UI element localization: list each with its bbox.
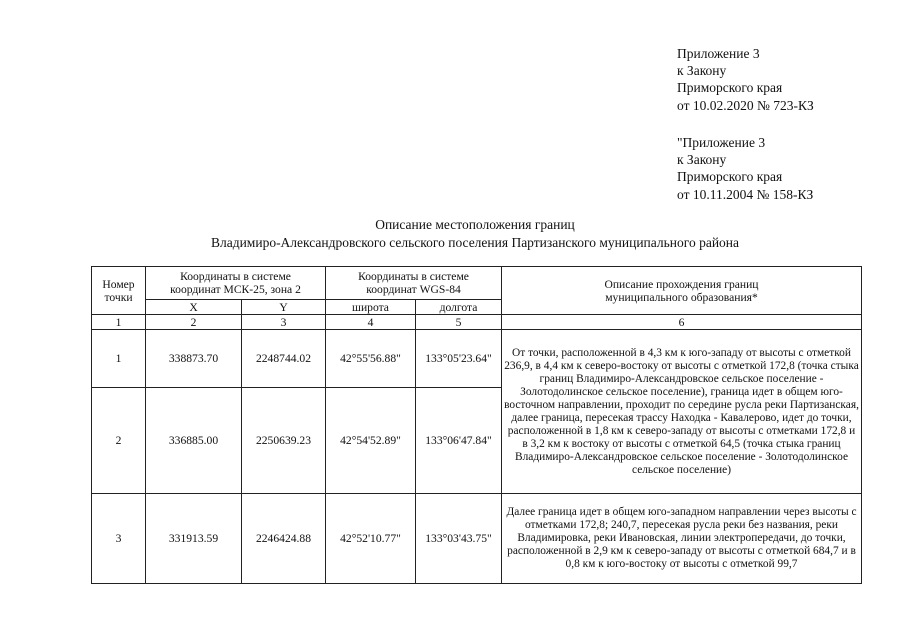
latitude: 42°52'10.77" [326, 494, 416, 584]
longitude: 133°03'43.75" [416, 494, 502, 584]
latitude: 42°54'52.89" [326, 388, 416, 494]
coord-y: 2246424.88 [242, 494, 326, 584]
table-header-row [92, 267, 862, 300]
coord-y: 2248744.02 [242, 330, 326, 388]
column-number: 4 [326, 315, 416, 330]
header-line: к Закону [677, 152, 727, 168]
point-number: 3 [92, 494, 146, 584]
column-number: 5 [416, 315, 502, 330]
coord-y: 2250639.23 [242, 388, 326, 494]
header-line: Приложение 3 [677, 46, 760, 61]
boundary-description: От точки, расположенной в 4,3 км к юго-западу от высоты с отметкой 236,9, в 4,4 км к северо-востоку от высоты с отметкой 172,8 (точка стыка границ Владимиро-Александровское сельское поселение - Золотодолинское сельское поселение), граница идет в общем юго-восточном направлении, проходит по середине русла реки Партизанская, далее граница, пересекая трассу Находка - Кавалерово, идет до точки, расположенной в 1,8 км к северо-западу от высоты с отметками 172,8 и в 3,2 км к востоку от высоты с отметкой 64,5 (точка стыка границ Владимиро-Александровское сельское поселение - Золотодолинское сельское поселение) [502, 330, 862, 494]
header-description: Описание прохождения границ муниципального образования* [502, 267, 862, 315]
header-previous-law [677, 134, 813, 203]
table-row [92, 494, 862, 584]
header-longitude: долгота [416, 300, 502, 315]
header-line: Приморского края [677, 80, 783, 96]
column-number: 3 [242, 315, 326, 330]
header-x: X [146, 300, 242, 315]
header-wgs84: Координаты в системе координат WGS-84 [326, 267, 502, 300]
header-line: "Приложение 3 [677, 135, 766, 150]
column-number: 6 [502, 315, 862, 330]
boundary-description: Далее граница идет в общем юго-западном направлении через высоты с отметками 172,8; 240,7, пересекая русла реки без названия, реки Владимировка, реки Ивановская, линии электропередачи, до точки, расположенной в 2,9 км к северо-западу от высоты с отметкой 684,7 и в 0,8 км к юго-востоку от высоты с отметкой 99,7 [502, 494, 862, 584]
longitude: 133°05'23.64" [416, 330, 502, 388]
coord-x: 338873.70 [146, 330, 242, 388]
header-msk25: Координаты в системе координат МСК-25, зона 2 [146, 267, 326, 300]
coord-x: 336885.00 [146, 388, 242, 494]
document-title-line-1: Описание местоположения границ [375, 217, 575, 232]
header-point-number: Номер точки [92, 267, 146, 315]
document-title-line-2: Владимиро-Александровского сельского поселения Партизанского муниципального района [210, 235, 740, 250]
latitude: 42°55'56.88" [326, 330, 416, 388]
header-latitude: широта [326, 300, 416, 315]
point-number: 1 [92, 330, 146, 388]
table-row [92, 330, 862, 388]
header-line: Приморского края [677, 169, 783, 185]
header-line: от 10.02.2020 № 723-КЗ [677, 97, 814, 113]
boundary-points-table [91, 266, 862, 584]
coord-x: 331913.59 [146, 494, 242, 584]
header-y: Y [242, 300, 326, 315]
column-number: 1 [92, 315, 146, 330]
longitude: 133°06'47.84" [416, 388, 502, 494]
header-line: к Закону [677, 63, 727, 79]
header-line: от 10.11.2004 № 158-КЗ [677, 186, 814, 202]
header-current-law [677, 45, 814, 114]
point-number: 2 [92, 388, 146, 494]
column-number: 2 [146, 315, 242, 330]
column-number-row [92, 315, 862, 330]
